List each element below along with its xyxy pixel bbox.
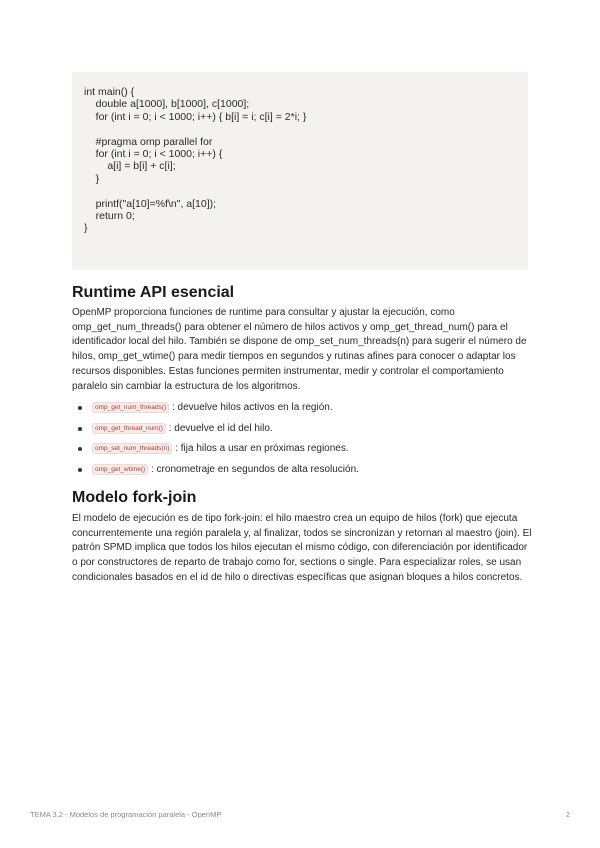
bullet-icon <box>78 406 82 410</box>
api-function-list <box>72 398 532 480</box>
code-line: } <box>84 222 88 235</box>
code-line <box>84 185 516 197</box>
code-line <box>84 123 516 135</box>
list-item-text: : cronometraje en segundos de alta resolución. <box>151 463 359 475</box>
list-item <box>72 439 532 460</box>
inline-code: omp_get_num_threads() <box>92 402 169 413</box>
list-item-text: : devuelve el id del hilo. <box>168 422 273 434</box>
code-block <box>72 72 528 270</box>
code-line: return 0; <box>84 209 135 222</box>
code-line: #pragma omp parallel for <box>84 135 213 148</box>
list-item-text: : fija hilos a usar en próximas regiones. <box>175 443 349 454</box>
fork-join-paragraph: El modelo de ejecución es de tipo fork-join: el hilo maestro crea un equipo de hilos (fork) que ejecuta concurrentemente una región paralela y, al finalizar, todos se sincronizan y retornan al maestro (join). El patrón SPMD implica que todos los hilos ejecutan el mismo código, con diferenciación por identificador o por constructores de reparto de trabajo como for, sections o single. Para especializar roles, se usan condicionales basados en el id de hilo o directivas específicas que asignan bloques a hilos concretos. <box>72 513 532 583</box>
inline-code: omp_get_thread_num() <box>92 423 166 434</box>
code-line: a[i] = b[i] + c[i]; <box>84 160 176 173</box>
list-item <box>72 419 532 440</box>
code-line: } <box>84 172 100 185</box>
bullet-icon <box>78 427 82 431</box>
footer-title: TEMA 3.2 - Modelos de programación paralela - OpenMP <box>30 810 222 819</box>
code-line: printf("a[10]=%f\n", a[10]); <box>84 197 217 210</box>
section-heading-fork-join: Modelo fork-join <box>72 489 197 506</box>
code-line: int main() { <box>84 86 135 98</box>
inline-code: omp_get_wtime() <box>92 464 148 475</box>
runtime-paragraph: OpenMP proporciona funciones de runtime para consultar y ajustar la ejecución, como omp_get_num_threads() para obtener el número de hilos activos y omp_get_thread_num() para el identificador local del hilo. También se dispone de omp_set_num_threads(n) para sugerir el número de hilos, omp_get_wtime() para medir tiempos en segundos y rutinas afines para conocer o adaptar los recursos disponibles. Estas funciones permiten instrumentar, medir y controlar el comportamiento paralelo sin cambiar la estructura de los algoritmos. <box>72 307 527 392</box>
bullet-icon <box>78 447 82 451</box>
bullet-icon <box>78 468 82 472</box>
inline-code: omp_set_num_threads(n) <box>92 443 172 454</box>
list-item <box>72 460 532 481</box>
list-item-text: : devuelve hilos activos en la región. <box>171 402 333 413</box>
page-number: 2 <box>565 810 570 819</box>
code-line: for (int i = 0; i < 1000; i++) { b[i] = i; c[i] = 2*i; } <box>84 110 307 123</box>
code-line: for (int i = 0; i < 1000; i++) { <box>84 147 223 160</box>
code-line: double a[1000], b[1000], c[1000]; <box>84 98 250 111</box>
section-heading-runtime-api: Runtime API esencial <box>72 284 235 301</box>
list-item <box>72 398 532 419</box>
